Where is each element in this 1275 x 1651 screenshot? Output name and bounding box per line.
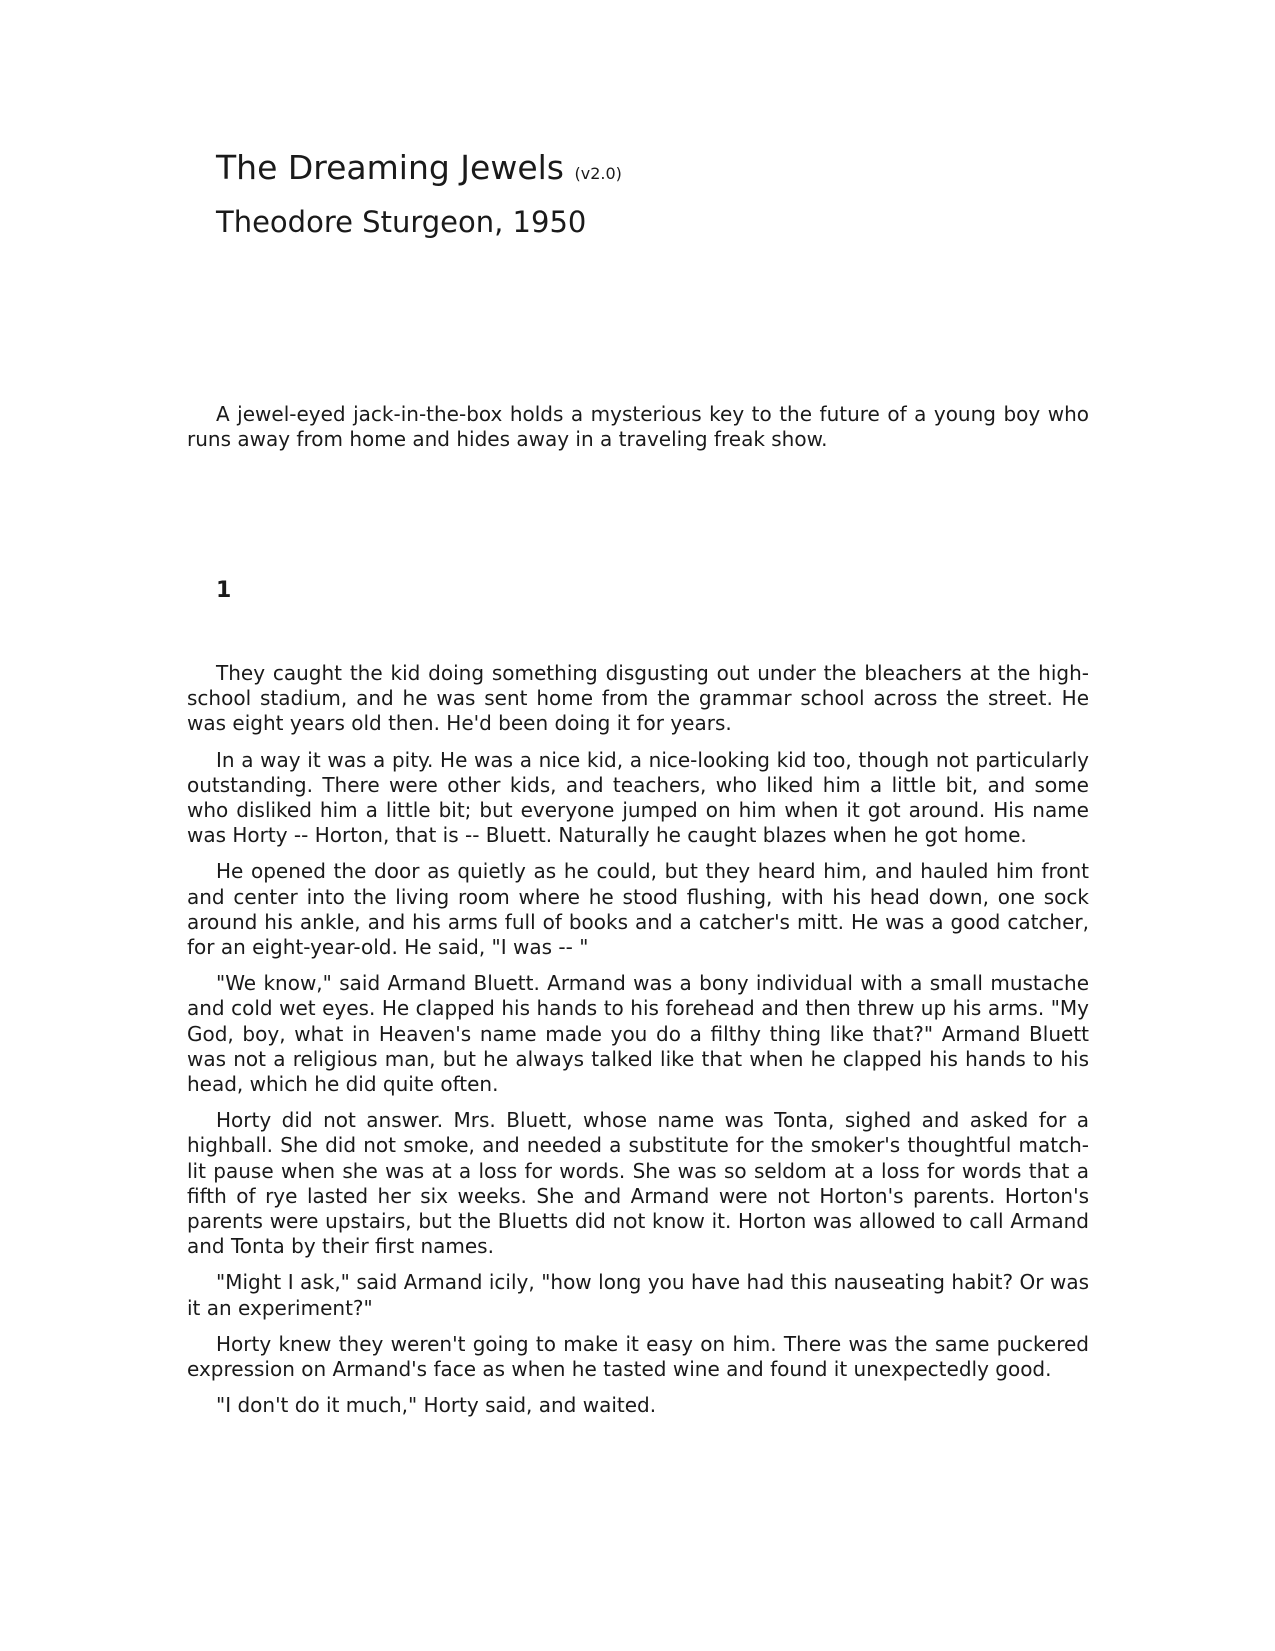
chapter-body <box>187 661 1089 1429</box>
paragraph: "We know," said Armand Bluett. Armand was a bony individual with a small mustache and cold wet eyes. He clapped his hands to his forehead and then threw up his arms. "My God, boy, what in Heaven's name made you do a filthy thing like that?" Armand Bluett was not a religious man, but he always talked like that when he clapped his hands to his head, which he did quite often. <box>187 971 1089 1097</box>
paragraph: "Might I ask," said Armand icily, "how long you have had this nauseating habit? Or was it an experiment?" <box>187 1270 1089 1320</box>
title-block <box>216 146 622 242</box>
paragraph: Horty knew they weren't going to make it easy on him. There was the same puckered expression on Armand's face as when he tasted wine and found it unexpectedly good. <box>187 1331 1089 1382</box>
paragraph: "I don't do it much," Horty said, and waited. <box>216 1393 657 1418</box>
paragraph: Horty did not answer. Mrs. Bluett, whose name was Tonta, sighed and asked for a highball. She did not smoke, and needed a substitute for the smoker's thoughtful match-lit pause when she was at a loss for words. She was so seldom at a loss for words that a fifth of rye lasted her six weeks. She and Armand were not Horton's parents. Horton's parents were upstairs, but the Bluetts did not know it. Horton was allowed to call Armand and Tonta by their first names. <box>187 1108 1089 1259</box>
book-title <box>216 146 622 196</box>
blurb-text: A jewel-eyed jack-in-the-box holds a mysterious key to the future of a young boy who runs away from home and hides away in a traveling freak show. <box>187 402 1089 452</box>
book-title-text: The Dreaming Jewels <box>216 148 564 187</box>
chapter-number: 1 <box>216 578 232 603</box>
paragraph: He opened the door as quietly as he could, but they heard him, and hauled him front and center into the living room where he stood flushing, with his head down, one sock around his ankle, and his arms full of books and a catcher's mitt. He was a good catcher, for an eight-year-old. He said, "I was -- " <box>187 859 1089 960</box>
author-line: Theodore Sturgeon, 1950 <box>216 205 587 239</box>
paragraph: They caught the kid doing something disgusting out under the bleachers at the high-school stadium, and he was sent home from the grammar school across the street. He was eight years old then. He'd been doing it for years. <box>187 661 1089 736</box>
paragraph: In a way it was a pity. He was a nice kid, a nice-looking kid too, though not particularly outstanding. There were other kids, and teachers, who liked him a little bit, and some who disliked him a little bit; but everyone jumped on him when it got around. His name was Horty -- Horton, that is -- Bluett. Naturally he caught blazes when he got home. <box>187 747 1089 848</box>
version-label: (v2.0) <box>574 164 622 183</box>
blurb <box>187 402 1089 463</box>
